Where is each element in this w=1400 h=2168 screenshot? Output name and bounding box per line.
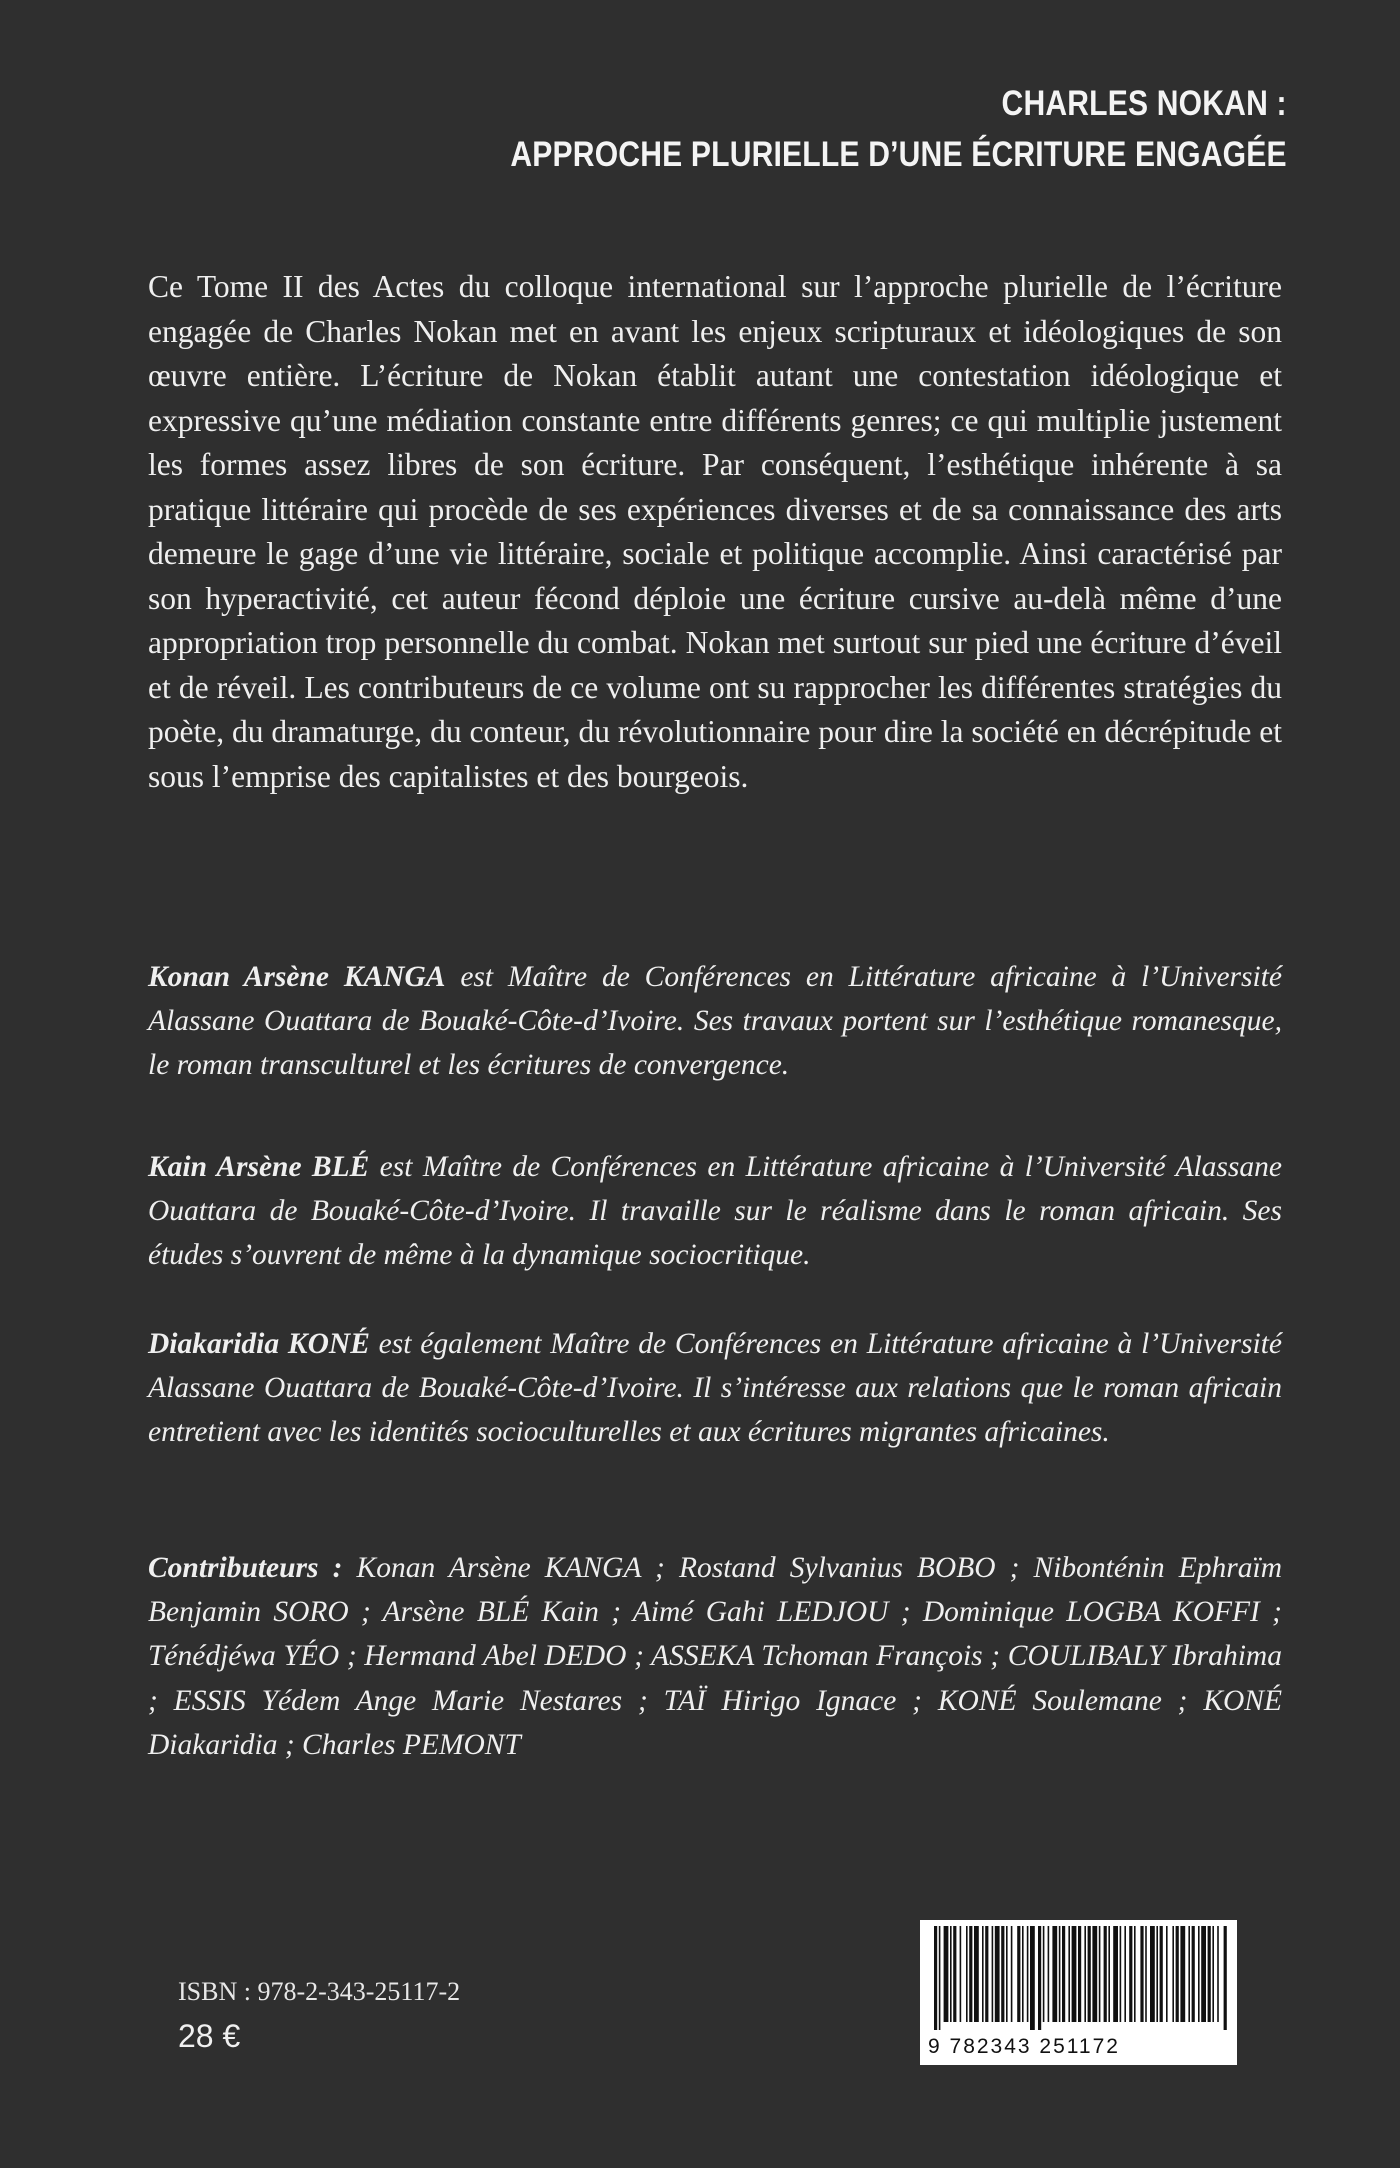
author-bio-text: est Maître de Conférences en Littérature africaine à l’Université Alassane Ouattara de Bouaké-Côte-d’Ivoire. Il travaille sur le réalisme dans le roman africain. Ses études s’ouvrent de même à la dynamique sociocritique. [148,1151,1282,1272]
title-line-2: APPROCHE PLURIELLE D’UNE ÉCRITURE ENGAGÉE [510,135,1287,174]
barcode-bar [1166,1926,1168,2022]
author-bio-kone [148,1322,1282,1455]
barcode-bar [1156,1926,1158,2022]
barcode-bar [974,1926,979,2022]
barcode-bar [995,1926,1000,2022]
barcode-bar [1217,1926,1219,2022]
barcode-bar [1145,1926,1147,2022]
contributors-names: Konan Arsène KANGA ; Rostand Sylvanius BOBO ; Nibonténin Ephraïm Benjamin SORO ; Arsène BLÉ Kain ; Aimé Gahi LEDJOU ; Dominique LOGBA KOFFI ; Ténédjéwa YÉO ; Hermand Abel DEDO ; ASSEKA Tchoman François ; COULIBALY Ibrahima ; ESSIS Yédem Ange Marie Nestares ; TAÏ Hirigo Ignace ; KONÉ Soulemane ; KONÉ Diakaridia ; Charles PEMONT [148,1552,1282,1761]
barcode-bar [1062,1926,1065,2022]
barcode-bar [966,1926,968,2022]
barcode-bar [1027,1926,1029,2022]
barcode-bar [1172,1926,1174,2022]
barcode-bar [1160,1926,1163,2022]
barcode-bar [992,1926,994,2022]
barcode-bar [1022,1926,1024,2022]
barcode-bar [1088,1926,1091,2022]
barcode-bar [1224,1926,1227,2030]
author-bio-text: est Maître de Conférences en Littérature africaine à l’Université Alassane Ouattara de Bouaké-Côte-d’Ivoire. Ses travaux portent sur l’esthétique romanesque, le roman transculturel et les écritures de convergence. [148,961,1283,1082]
author-name: Kain Arsène BLÉ [148,1151,370,1183]
barcode-bar [1038,1926,1041,2030]
barcode-bar [1104,1926,1107,2022]
barcode-bar [1078,1926,1081,2022]
barcode-bar [953,1926,956,2022]
book-title [511,78,1287,180]
barcode-bar [1006,1926,1008,2022]
barcode-bar [944,1926,949,2022]
barcode-bar [982,1926,984,2022]
barcode-bar [1052,1926,1057,2022]
title-line-1: CHARLES NOKAN : [1001,84,1287,123]
barcode-bar [985,1926,988,2022]
barcode-bar [1108,1926,1110,2022]
contributors-list [148,1546,1282,1767]
barcode-bars [920,1920,1237,2032]
barcode-bar [1198,1926,1200,2022]
author-bio-ble [148,1145,1282,1278]
barcode-bar [1124,1926,1126,2022]
barcode-bar [1192,1926,1195,2022]
barcode-bar [1201,1926,1206,2022]
barcode-digits: 9 782343 251172 [928,2035,1120,2058]
barcode-bar [1011,1926,1013,2022]
author-bio-text: est également Maître de Conférences en Littérature africaine à l’Université Alassane Ouattara de Bouaké-Côte-d’Ivoire. Il s’intéresse aux relations que le roman africain entretient avec les identités socioculturelles et aux écritures migrantes africaines. [148,1328,1282,1449]
barcode-bar [1001,1926,1004,2022]
price: 28 € [178,2018,241,2054]
barcode [920,1920,1237,2065]
barcode-bar [960,1926,962,2022]
barcode-bar [1072,1926,1077,2022]
barcode-bar [1180,1926,1185,2022]
barcode-bar [1129,1926,1132,2022]
barcode-bar [1208,1926,1211,2022]
contributors-label: Contributeurs : [148,1552,343,1584]
author-name: Diakaridia KONÉ [148,1328,370,1360]
isbn: ISBN : 978-2-343-25117-2 [178,1977,461,2006]
barcode-bar [1150,1926,1155,2022]
author-name: Konan Arsène KANGA [148,961,446,993]
barcode-bar [1059,1926,1061,2022]
barcode-bar [1120,1926,1122,2022]
barcode-bar [1099,1926,1101,2022]
author-bio-kanga [148,955,1282,1088]
barcode-bar [1140,1926,1143,2022]
barcode-bar [969,1926,972,2022]
barcode-bar [939,1926,941,2030]
barcode-bar [1030,1926,1035,2030]
summary-paragraph: Ce Tome II des Actes du colloque international sur l’approche plurielle de l’écriture engagée de Charles Nokan met en avant les enjeux scripturaux et idéologiques de son œuvre entière. L’écriture de Nokan établit autant une contestation idéologique et expressive qu’une médiation constante entre différents genres; ce qui multiplie justement les formes assez libres de son écriture. Par conséquent, l’esthétique inhérente à sa pratique littéraire qui procède de ses expériences diverses et de sa connaissance des arts demeure le gage d’une vie littéraire, sociale et politique accomplie. Ainsi caractérisé par son hyperactivité, cet auteur fécond déploie une écriture cursive au-delà même d’une appropriation trop personnelle du combat. Nokan met surtout sur pied une écriture d’éveil et de réveil. Les contributeurs de ce volume ont su rapprocher les différentes stratégies du poète, du dramaturge, du conteur, du révolutionnaire pour dire la société en décrépitude et sous l’emprise des capitalistes et des bourgeois. [148,269,1282,794]
barcode-bar [1188,1926,1190,2022]
barcode-bar [1134,1926,1136,2022]
barcode-bar [934,1926,937,2030]
barcode-bar [1043,1926,1045,2022]
barcode-bar [950,1926,952,2022]
barcode-bar [1176,1926,1179,2022]
barcode-bar [1068,1926,1070,2022]
barcode-bar [1084,1926,1086,2022]
barcode-bar [1017,1926,1020,2022]
barcode-bar [1113,1926,1118,2022]
barcode-bar [1092,1926,1097,2022]
barcode-bar [1048,1926,1050,2022]
barcode-bar [1212,1926,1214,2022]
